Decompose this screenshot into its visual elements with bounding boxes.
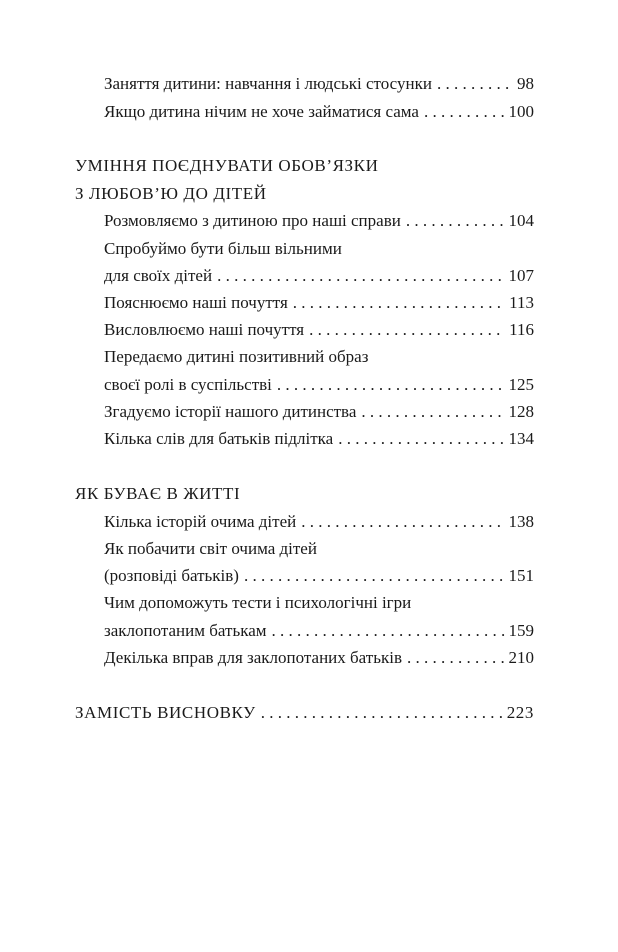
dot-leader (217, 265, 504, 287)
dot-leader (261, 702, 503, 724)
toc-entry (104, 210, 534, 232)
toc-entry-title: Чим допоможуть тести і психологічні ігри (104, 593, 412, 612)
toc-entry-title: Кілька слів для батьків підлітка (104, 429, 334, 448)
toc-page-number: 107 (508, 266, 534, 285)
dot-leader (244, 565, 505, 587)
toc-entry (104, 73, 534, 95)
toc-entry-title: Заняття дитини: навчання і людські стосунки (104, 74, 432, 93)
toc-entry-title: для своїх дітей (104, 266, 213, 285)
toc-entry (104, 647, 534, 669)
dot-leader (301, 511, 504, 533)
toc-entry-title: Передаємо дитині позитивний образ (104, 347, 369, 366)
toc-entry-title: Декілька вправ для заклопотаних батьків (104, 648, 402, 667)
toc-entry-line (104, 538, 534, 560)
toc-page-number: 98 (517, 74, 534, 93)
dot-leader (361, 401, 504, 423)
toc-page-number: 159 (508, 621, 534, 640)
dot-leader (293, 292, 505, 314)
toc-entry-title: Як побачити світ очима дітей (104, 539, 317, 558)
dot-leader (406, 210, 505, 232)
toc-entry (104, 401, 534, 423)
toc-page-number: 125 (508, 375, 534, 394)
toc-entry-title: Кілька історій очима дітей (104, 512, 297, 531)
toc-entry (104, 620, 534, 642)
toc-entry-title: Розмовляємо з дитиною про наші справи (104, 211, 401, 230)
toc-entry-line (104, 346, 534, 368)
toc-entry-title: заклопотаним батькам (104, 621, 267, 640)
toc-page-number: 210 (508, 648, 534, 667)
dot-leader (424, 101, 505, 123)
dot-leader (309, 319, 505, 341)
toc-entry-line (104, 592, 534, 614)
toc-entry-title: своєї ролі в суспільстві (104, 375, 272, 394)
toc-entry-title: Якщо дитина нічим не хоче займатися сама (104, 102, 419, 121)
toc-entry (104, 428, 534, 450)
toc-entry-title: (розповіді батьків) (104, 566, 239, 585)
toc-page-number: 113 (509, 293, 534, 312)
toc-entry-title: Пояснюємо наші почуття (104, 293, 288, 312)
toc-page-number: 134 (508, 429, 534, 448)
toc-entry (104, 101, 534, 123)
toc-entry (104, 292, 534, 314)
section-heading: ЯК БУВАЄ В ЖИТТІ (75, 484, 241, 503)
toc-page-number: 100 (508, 102, 534, 121)
toc-page-number: 116 (509, 320, 534, 339)
toc-entry (104, 511, 534, 533)
toc-page-number: 104 (508, 211, 534, 230)
toc-entry-title: Висловлюємо наші почуття (104, 320, 305, 339)
dot-leader (272, 620, 505, 642)
section-heading: УМІННЯ ПОЄДНУВАТИ ОБОВ’ЯЗКИ (75, 156, 379, 175)
toc-entry (104, 319, 534, 341)
toc-entry (104, 265, 534, 287)
dot-leader (407, 647, 505, 669)
dot-leader (338, 428, 504, 450)
toc-entry (104, 565, 534, 587)
dot-leader (437, 73, 513, 95)
section-heading-entry (75, 702, 534, 724)
toc-entry-title: ЗАМІСТЬ ВИСНОВКУ (75, 703, 256, 722)
toc-page-number: 151 (508, 566, 534, 585)
toc-page-number: 128 (508, 402, 534, 421)
section-heading: З ЛЮБОВ’Ю ДО ДІТЕЙ (75, 184, 267, 203)
toc-page-number: 223 (506, 703, 534, 722)
toc-entry (104, 374, 534, 396)
toc-entry-line (104, 238, 534, 260)
toc-entry-title: Спробуймо бути більш вільними (104, 239, 342, 258)
dot-leader (277, 374, 505, 396)
toc-page-number: 138 (508, 512, 534, 531)
toc-entry-title: Згадуємо історії нашого дитинства (104, 402, 357, 421)
